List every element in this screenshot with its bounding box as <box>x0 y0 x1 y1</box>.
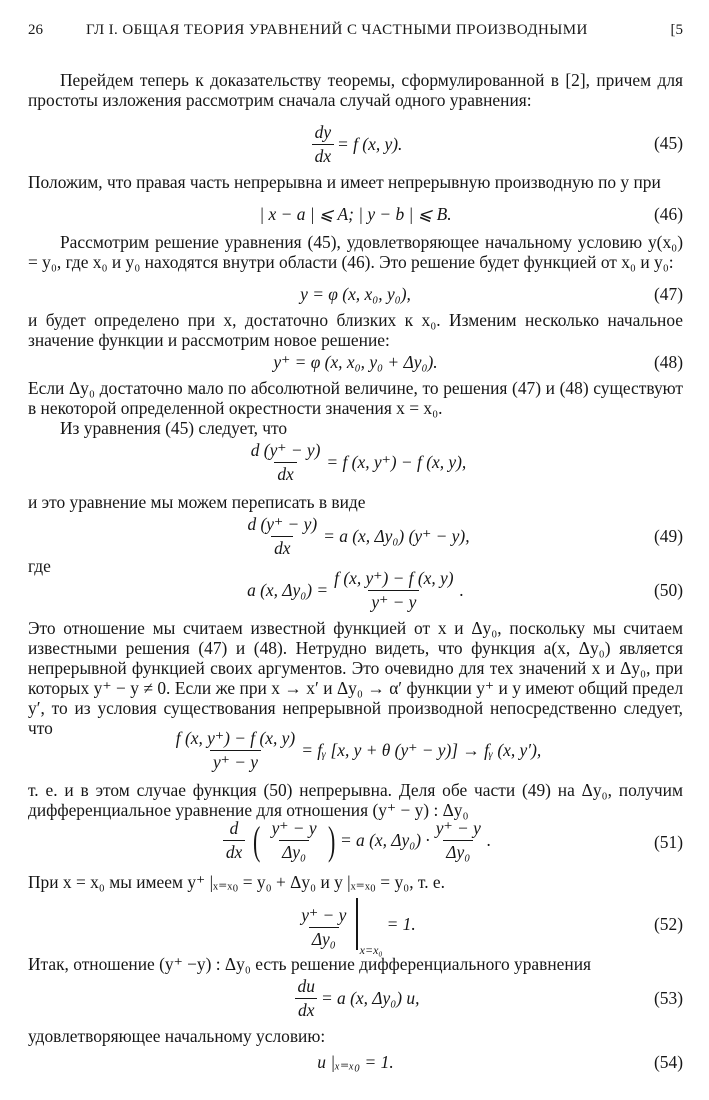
paragraph-intro: Перейдем теперь к доказательству теоремы, сформулированной в [2], причем для простоты изложения рассмотрим сначала случай одного уравнения: <box>28 70 683 110</box>
eq52-denominator: Δy₀ <box>309 927 339 950</box>
eq52-numerator: y⁺ − y <box>301 905 347 925</box>
paragraph-assumption: Положим, что правая часть непрерывна и имеет непрерывную производную по y при <box>28 172 661 192</box>
running-header <box>28 22 683 46</box>
equation-50 <box>28 556 683 612</box>
eq50-tail: . <box>459 580 464 600</box>
eqd-denominator: dx <box>274 462 296 485</box>
equation-difference <box>28 440 683 486</box>
paragraph-conclusion: Итак, отношение (y⁺ −y) : Δy₀ есть решение дифференциального уравнения <box>28 954 591 974</box>
paragraph-solution: Рассмотрим решение уравнения (45), удовлетворяющее начальному условию y(x₀) = y₀, где x₀ и y₀ находятся внутри области (46). Это решение будет функцией от x₀ и y₀: <box>28 232 683 272</box>
eq51-denominator: Δy₀ <box>279 840 309 863</box>
eql-numerator: f (x, y⁺) − f (x, y) <box>175 728 296 748</box>
eq50-numerator: f (x, y⁺) − f (x, y) <box>334 568 454 588</box>
eq51-denominator-2: Δy₀ <box>443 840 473 863</box>
eq49-numerator: d (y⁺ − y) <box>247 514 318 534</box>
equation-53 <box>28 976 683 1022</box>
eq49-label: (49) <box>654 526 683 546</box>
eq53-rhs: = a (x, Δy₀) u, <box>320 988 420 1008</box>
eq47-label: (47) <box>654 284 683 304</box>
eq50-denominator: y⁺ − y <box>368 590 419 613</box>
equation-48 <box>28 352 683 374</box>
eq48-label: (48) <box>654 352 683 372</box>
paragraph-continuity: Это отношение мы считаем известной функцией от x и Δy₀, поскольку мы считаем известными решения (47) и (48). Нетрудно видеть, что функция a(x, Δy₀) является непрерывной функцией своих аргументов. Это очевидно для тех значений x и Δy₀, при которых y⁺ − y ≠ 0. Если же при x → x′ и Δy₀ → α′ функции y⁺ и y имеют общий предел y′, то из условия существования непрерывной производной непосредственно следует, что <box>28 618 683 738</box>
left-paren-glyph: ( <box>253 817 261 863</box>
eq46-expr: | x − a | ⩽ A; | y − b | ⩽ B. <box>259 204 452 224</box>
equation-45 <box>28 122 683 166</box>
eql-denominator: y⁺ − y <box>210 750 261 773</box>
equation-52 <box>28 898 683 957</box>
eq45-denominator: dx <box>312 144 334 167</box>
eq51-mid: = a (x, Δy₀) · <box>339 830 430 850</box>
eq51-tail: . <box>486 830 492 850</box>
paragraph-small-delta: Если Δy₀ достаточно мало по абсолютной величине, то решения (47) и (48) существуют в некоторой определенной окрестности значения x = x₀. <box>28 378 683 418</box>
eq50-label: (50) <box>654 580 683 600</box>
running-title: ГЛ I. ОБЩАЯ ТЕОРИЯ УРАВНЕНИЙ С ЧАСТНЫМИ ПРОИЗВОДНЫМИ <box>86 22 588 38</box>
eq53-label: (53) <box>654 988 683 1008</box>
eq53-numerator: du <box>297 976 315 996</box>
eq54-expr: u |ₓ₌ₓ₀ = 1. <box>317 1052 394 1072</box>
eq51-d-denominator: dx <box>223 840 245 863</box>
eq54-label: (54) <box>654 1052 683 1072</box>
eq50-lhs: a (x, Δy₀) = <box>247 580 329 600</box>
eq45-rhs: = f (x, y). <box>337 134 403 154</box>
right-paren-glyph: ) <box>327 817 335 863</box>
paragraph-from-equation: Из уравнения (45) следует, что <box>60 418 288 438</box>
paragraph-divide: т. е. и в этом случае функция (50) непрерывна. Деля обе части (49) на Δy₀, получим дифференциальное уравнение для отношения (y⁺ − y) : Δy₀ <box>28 780 683 820</box>
eq51-d-numerator: d <box>229 818 239 838</box>
equation-49 <box>28 514 683 560</box>
equation-46 <box>28 204 683 226</box>
paragraph-initial-condition: удовлетворяющее начальному условию: <box>28 1026 326 1046</box>
paragraph-rewrite: и это уравнение мы можем переписать в виде <box>28 492 366 512</box>
eq52-label: (52) <box>654 914 683 934</box>
page-number: 26 <box>28 22 43 38</box>
eq49-denominator: dx <box>271 536 293 559</box>
eq51-numerator-2: y⁺ − y <box>435 818 481 838</box>
eq45-label: (45) <box>654 133 683 153</box>
equation-limit <box>28 728 683 774</box>
evaluation-bar <box>356 898 357 950</box>
eq48-expr: y⁺ = φ (x, x₀, y₀ + Δy₀). <box>273 352 438 372</box>
eqd-rhs: = f (x, y⁺) − f (x, y), <box>326 452 467 472</box>
eq52-subscript: x=x₀ <box>359 943 383 957</box>
eq49-rhs: = a (x, Δy₀) (y⁺ − y), <box>323 526 470 546</box>
eq51-numerator: y⁺ − y <box>271 818 317 838</box>
eql-rhs: = fᵧ [x, y + θ (y⁺ − y)] → fᵧ (x, y′), <box>301 740 542 760</box>
section-number: [5 <box>670 22 683 38</box>
paragraph-change-initial: и будет определено при x, достаточно близких к x₀. Изменим несколько начальное значение функции и рассмотрим новое решение: <box>28 310 683 350</box>
eq51-label: (51) <box>654 832 683 852</box>
eq45-numerator: dy <box>314 122 332 142</box>
eqd-numerator: d (y⁺ − y) <box>250 440 321 460</box>
eq47-expr: y = φ (x, x₀, y₀), <box>300 284 411 304</box>
equation-51 <box>28 818 683 868</box>
equation-54 <box>28 1052 683 1074</box>
where-label: где <box>28 556 51 576</box>
paragraph-initial-values: При x = x₀ мы имеем y⁺ |ₓ₌ₓ₀ = y₀ + Δy₀ и y |ₓ₌ₓ₀ = y₀, т. е. <box>28 872 445 892</box>
eq52-rhs: = 1. <box>386 913 416 934</box>
eq53-denominator: dx <box>295 998 317 1021</box>
equation-47 <box>28 284 683 306</box>
eq46-label: (46) <box>654 204 683 224</box>
